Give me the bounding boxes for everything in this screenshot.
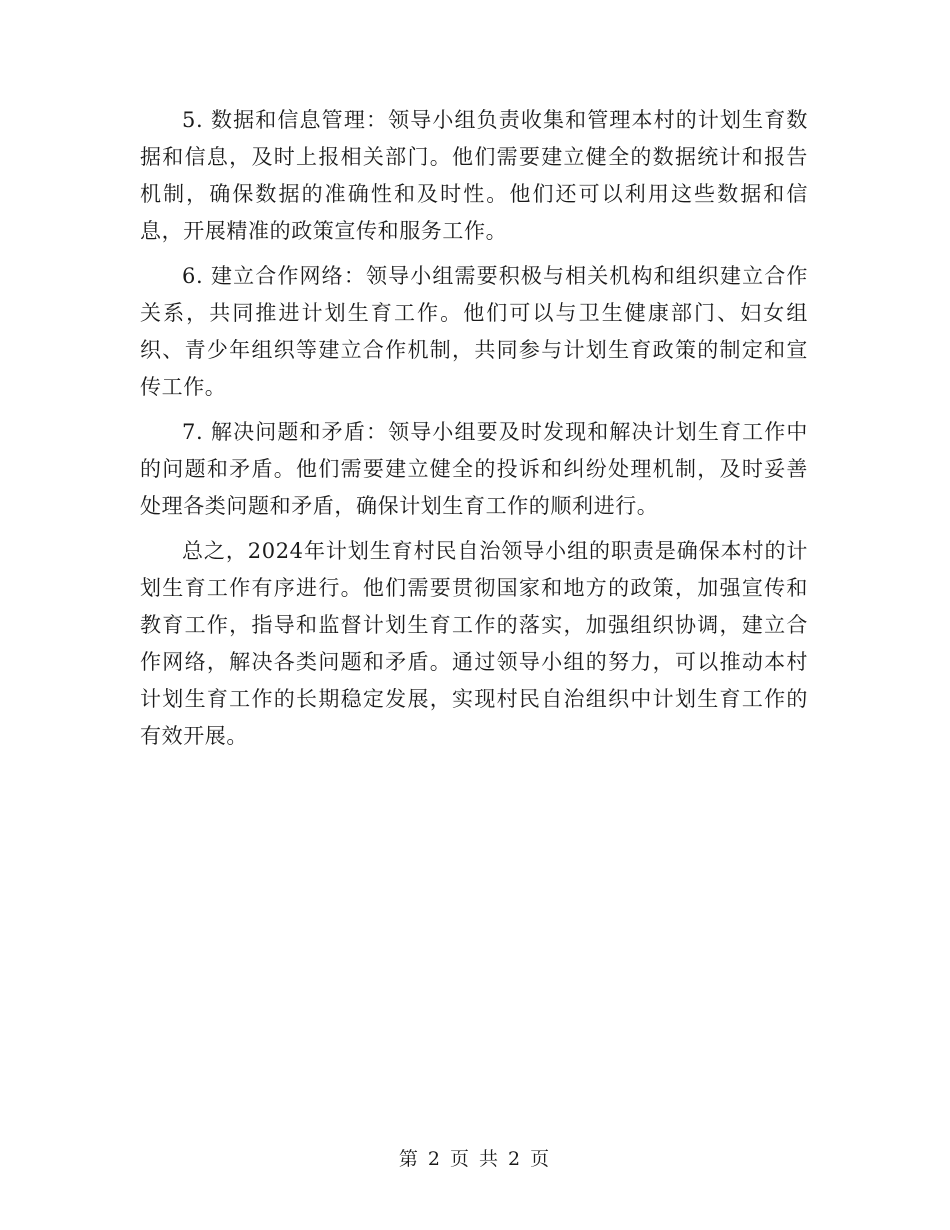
document-body (140, 102, 808, 763)
paragraph-problem-solving: 7. 解决问题和矛盾：领导小组要及时发现和解决计划生育工作中的问题和矛盾。他们需要建立健全的投诉和纠纷处理机制，及时妥善处理各类问题和矛盾，确保计划生育工作的顺利进行。 (140, 420, 808, 518)
paragraph-data-management: 5. 数据和信息管理：领导小组负责收集和管理本村的计划生育数据和信息，及时上报相关部门。他们需要建立健全的数据统计和报告机制，确保数据的准确性和及时性。他们还可以利用这些数据和信息，开展精准的政策宣传和服务工作。 (140, 108, 808, 243)
paragraph-summary: 总之，2024年计划生育村民自治领导小组的职责是确保本村的计划生育工作有序进行。他们需要贯彻国家和地方的政策，加强宣传和教育工作，指导和监督计划生育工作的落实，加强组织协调，建立合作网络，解决各类问题和矛盾。通过领导小组的努力，可以推动本村计划生育工作的长期稳定发展，实现村民自治组织中计划生育工作的有效开展。 (140, 539, 808, 748)
paragraph-cooperation-network: 6. 建立合作网络：领导小组需要积极与相关机构和组织建立合作关系，共同推进计划生育工作。他们可以与卫生健康部门、妇女组织、青少年组织等建立合作机制，共同参与计划生育政策的制定和宣传工作。 (140, 264, 808, 399)
page-number-footer: 第 2 页 共 2 页 (398, 1148, 552, 1170)
